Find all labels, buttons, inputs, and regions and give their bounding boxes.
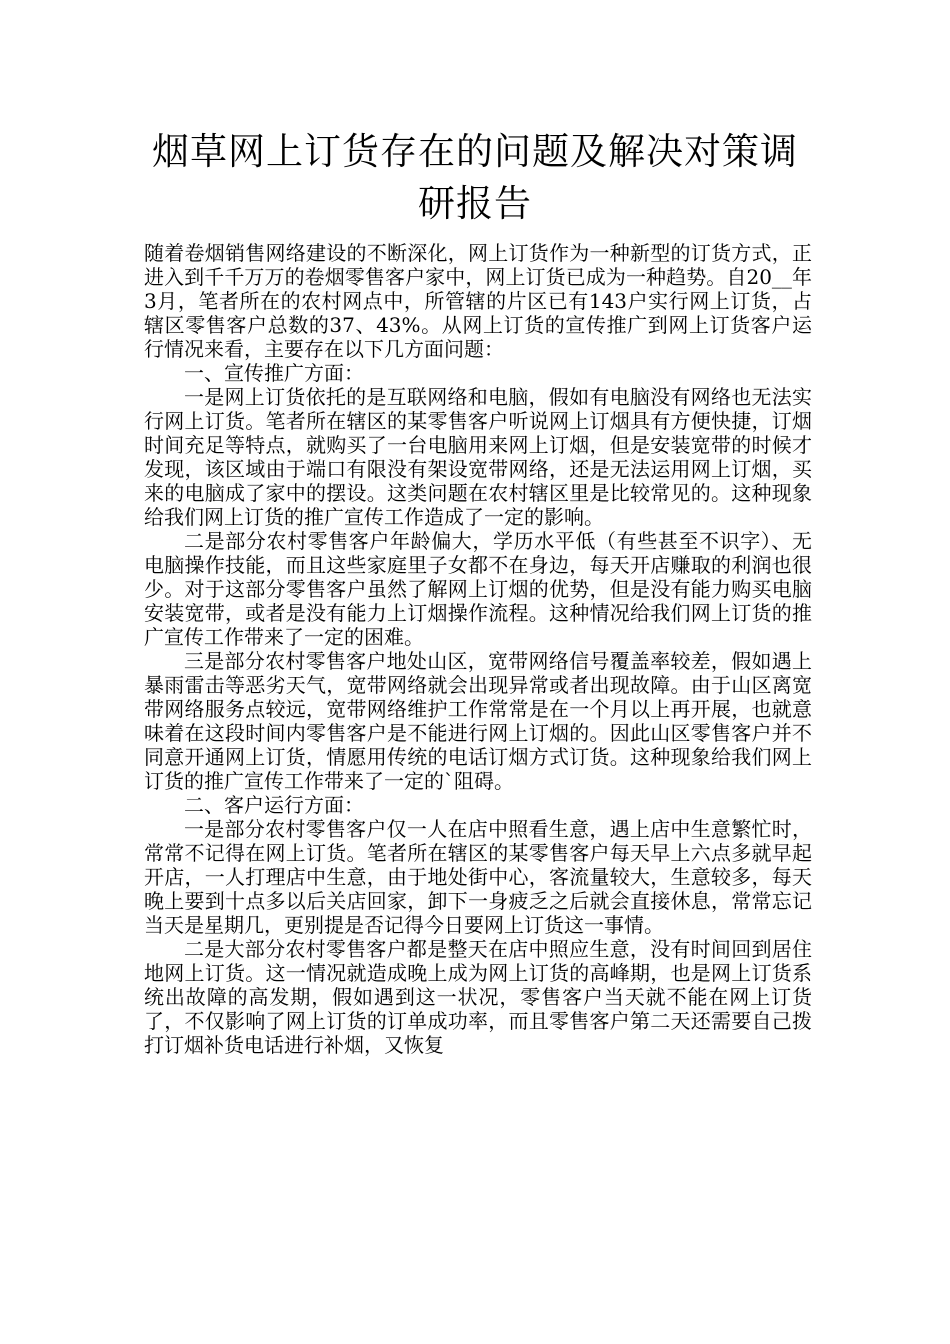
intro-paragraph: 随着卷烟销售网络建设的不断深化，网上订货作为一种新型的订货方式，正进入到千千万万的卷烟零售客户家中，网上订货已成为一种趋势。自20__年3月，笔者所在的农村网点中，所管辖的片区已有143户实行网上订货，占辖区零售客户总数的37、43%。从网上订货的宣传推广到网上订货客户运行情况来看，主要存在以下几方面问题： bbox=[144, 241, 812, 361]
document-title bbox=[140, 126, 810, 230]
body-paragraph: 一是网上订货依托的是互联网络和电脑，假如有电脑没有网络也无法实行网上订货。笔者所在辖区的某零售客户听说网上订烟具有方便快捷，订烟时间充足等特点，就购买了一台电脑用来网上订烟，但是安装宽带的时候才发现，该区域由于端口有限没有架设宽带网络，还是无法运用网上订烟，买来的电脑成了家中的摆设。这类问题在农村辖区里是比较常见的。这种现象给我们网上订货的推广宣传工作造成了一定的影响。 bbox=[144, 385, 812, 529]
document-body bbox=[144, 241, 812, 1057]
title-line-2: 研报告 bbox=[418, 182, 532, 225]
title-line-1: 烟草网上订货存在的问题及解决对策调 bbox=[152, 130, 798, 173]
section-heading-publicity: 一、宣传推广方面： bbox=[184, 361, 364, 385]
body-paragraph: 三是部分农村零售客户地处山区，宽带网络信号覆盖率较差，假如遇上暴雨雷击等恶劣天气，宽带网络就会出现异常或者出现故障。由于山区离宽带网络服务点较远，宽带网络维护工作常常是在一个月以上再开展，也就意味着在这段时间内零售客户是不能进行网上订烟的。因此山区零售客户并不同意开通网上订货，情愿用传统的电话订烟方式订货。这种现象给我们网上订货的推广宣传工作带来了一定的`阻碍。 bbox=[144, 649, 812, 793]
body-paragraph: 二是部分农村零售客户年龄偏大，学历水平低（有些甚至不识字）、无电脑操作技能，而且这些家庭里子女都不在身边，每天开店赚取的利润也很少。对于这部分零售客户虽然了解网上订烟的优势，但是没有能力购买电脑安装宽带，或者是没有能力上订烟操作流程。这种情况给我们网上订货的推广宣传工作带来了一定的困难。 bbox=[144, 529, 812, 649]
section-heading-customer-operation: 二、客户运行方面： bbox=[184, 793, 364, 817]
body-paragraph: 二是大部分农村零售客户都是整天在店中照应生意，没有时间回到居住地网上订货。这一情况就造成晚上成为网上订货的高峰期，也是网上订货系统出故障的高发期，假如遇到这一状况，零售客户当天就不能在网上订货了，不仅影响了网上订货的订单成功率，而且零售客户第二天还需要自己拨打订烟补货电话进行补烟，又恢复 bbox=[144, 937, 812, 1057]
body-paragraph: 一是部分农村零售客户仅一人在店中照看生意，遇上店中生意繁忙时，常常不记得在网上订货。笔者所在辖区的某零售客户每天早上六点多就早起开店，一人打理店中生意，由于地处街中心，客流量较大，生意较多，每天晚上要到十点多以后关店回家，卸下一身疲乏之后就会直接休息，常常忘记当天是星期几，更别提是否记得今日要网上订货这一事情。 bbox=[144, 817, 812, 937]
